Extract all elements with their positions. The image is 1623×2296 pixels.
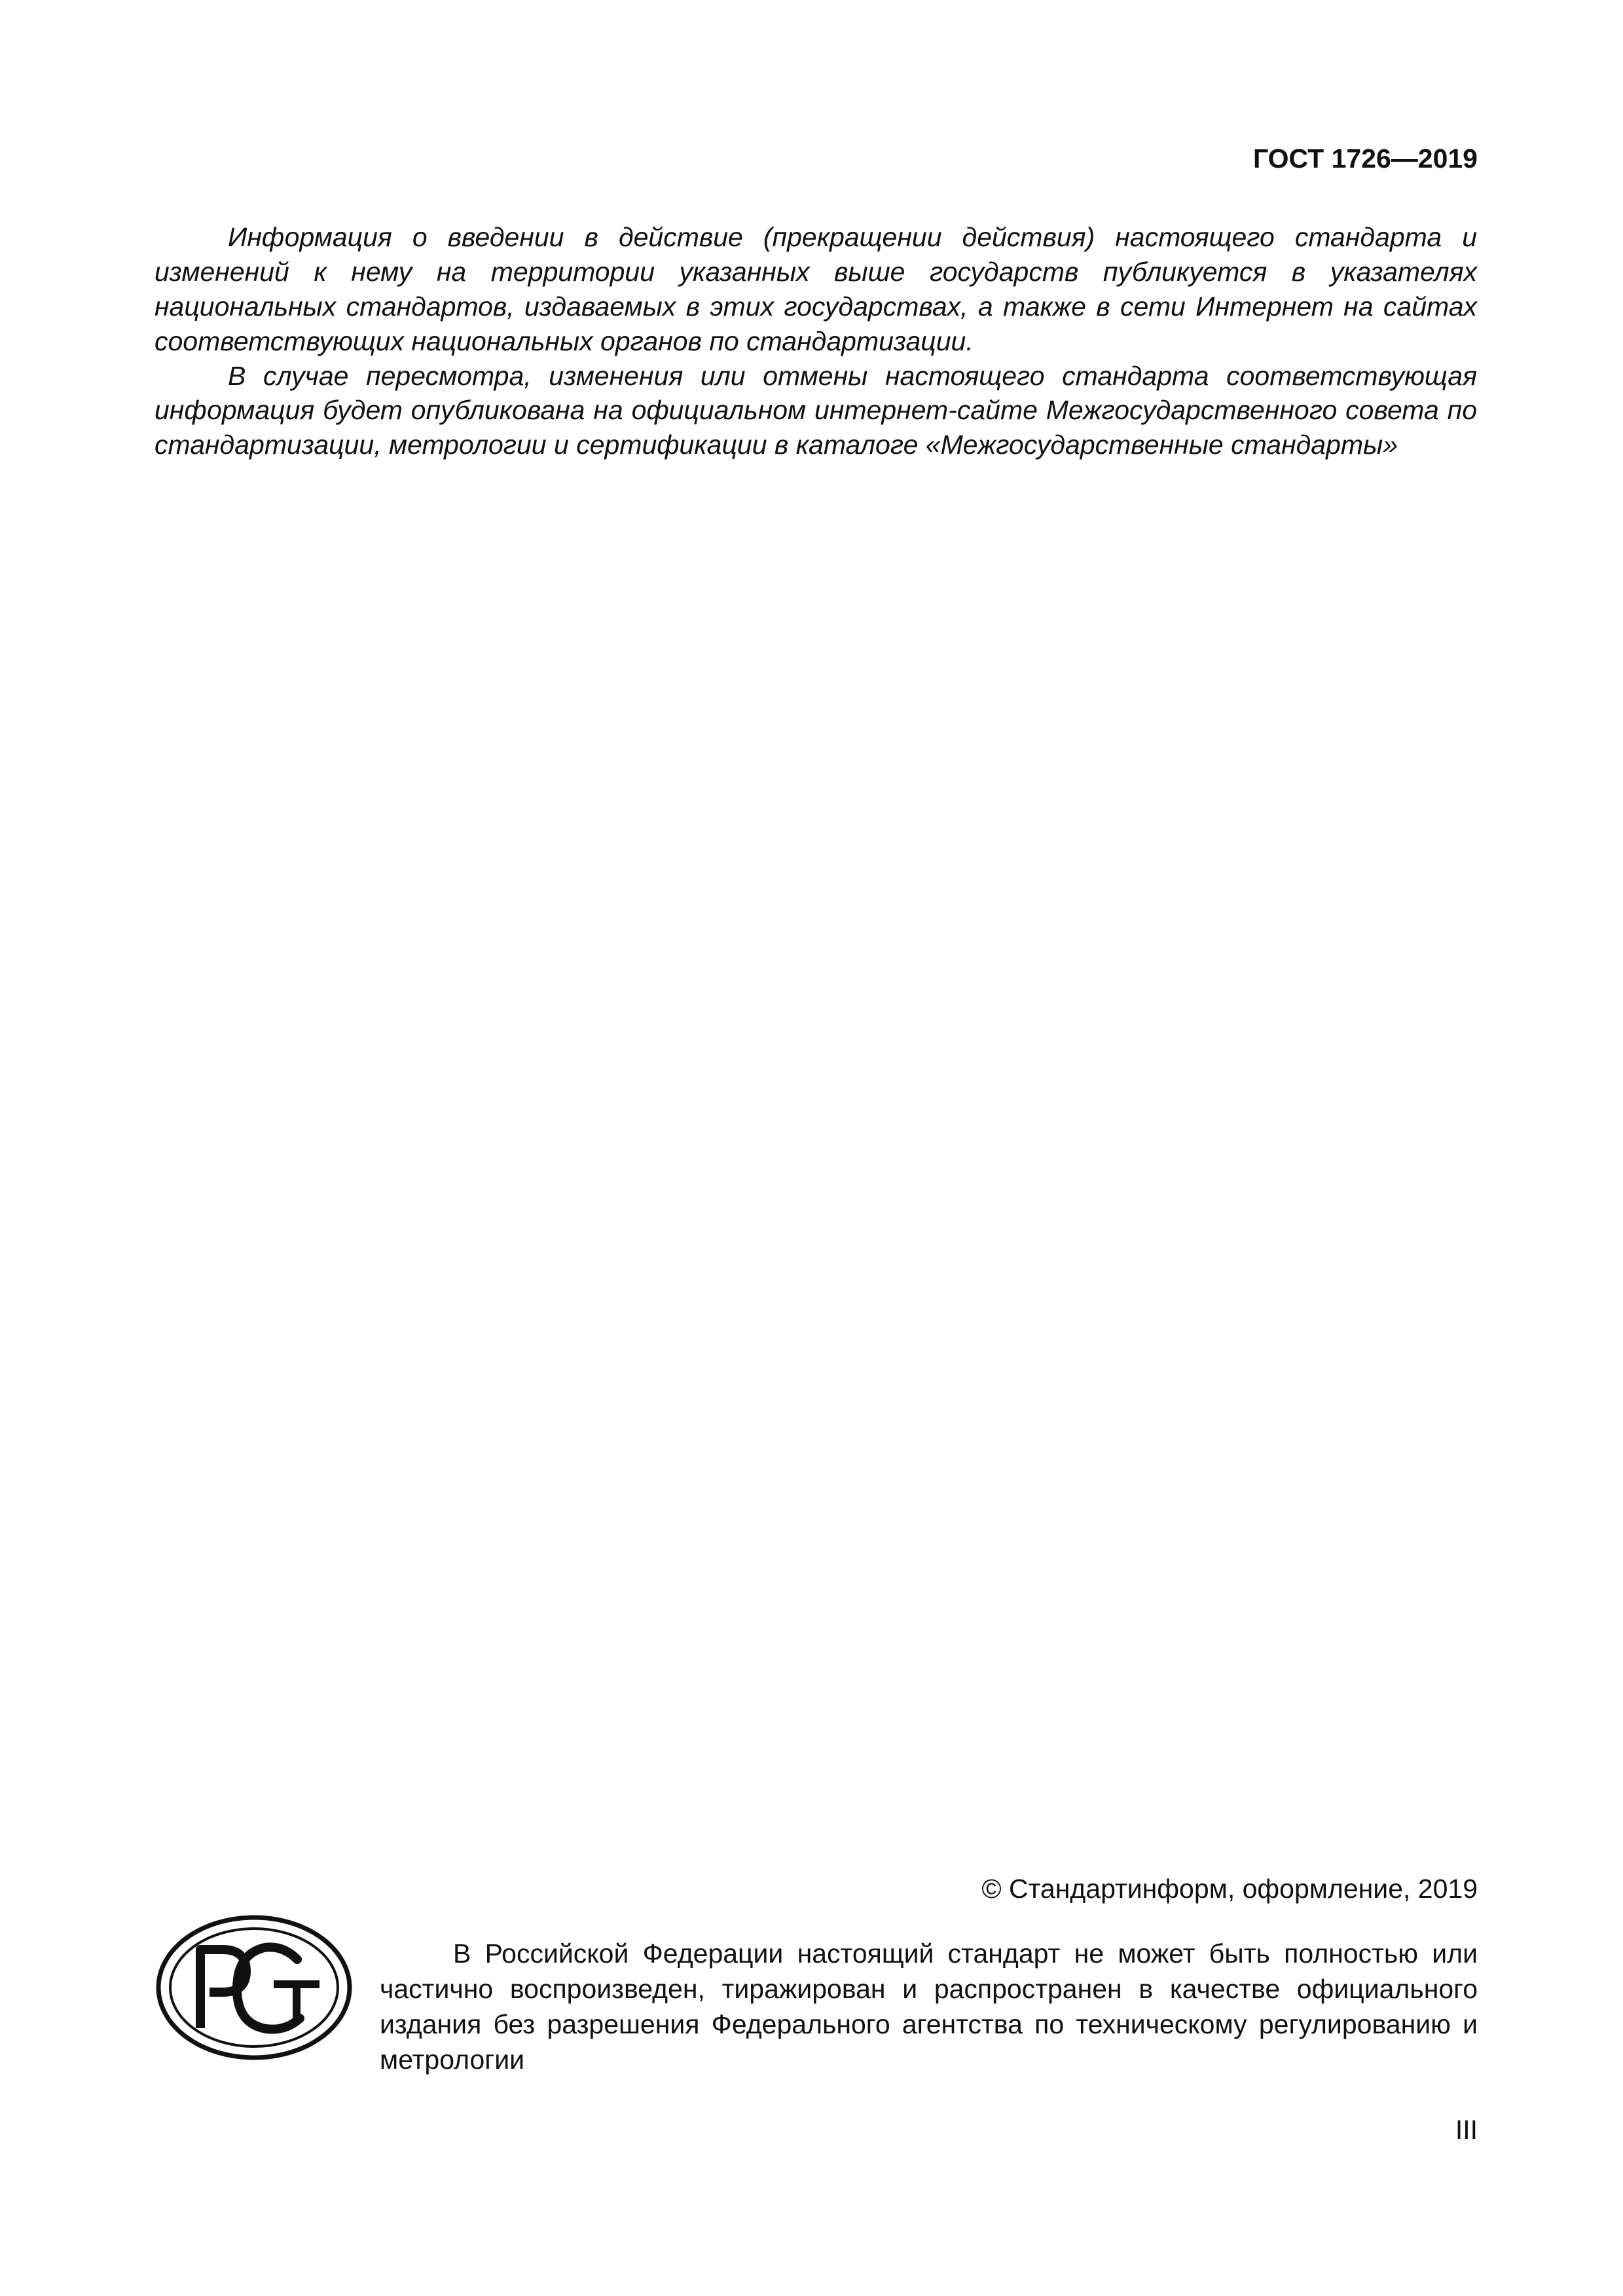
intro-text-block <box>155 220 1477 462</box>
intro-paragraph-revision: В случае пересмотра, изменения или отмены настоящего стандарта соответствующая информация будет опубликована на официальном интернет-сайте Межгосударственного совета по стандартизации, метрологии и сертификации в каталоге «Межгосударственные стандарты» <box>155 360 1477 460</box>
page-number: III <box>1455 2115 1478 2145</box>
copyright-notice: © Стандартинформ, оформление, 2019 <box>981 1874 1478 1904</box>
rst-certification-mark-icon <box>155 1914 354 2062</box>
reproduction-notice: В Российской Федерации настоящий стандарт не может быть полностью или частично воспроизведен, тиражирован и распространен в качестве официального издания без разрешения Федерального агентства по техническому регулированию и метрологии <box>380 1938 1478 2075</box>
standard-code-header: ГОСТ 1726—2019 <box>1252 143 1478 174</box>
intro-paragraph-implementation: Информация о введении в действие (прекращении действия) настоящего стандарта и изменений к нему на территории указанных выше государств публикуется в указателях национальных стандартов, издаваемых в этих государствах, а также в сети Интернет на сайтах соответствующих национальных органов по стандартизации. <box>155 222 1477 356</box>
